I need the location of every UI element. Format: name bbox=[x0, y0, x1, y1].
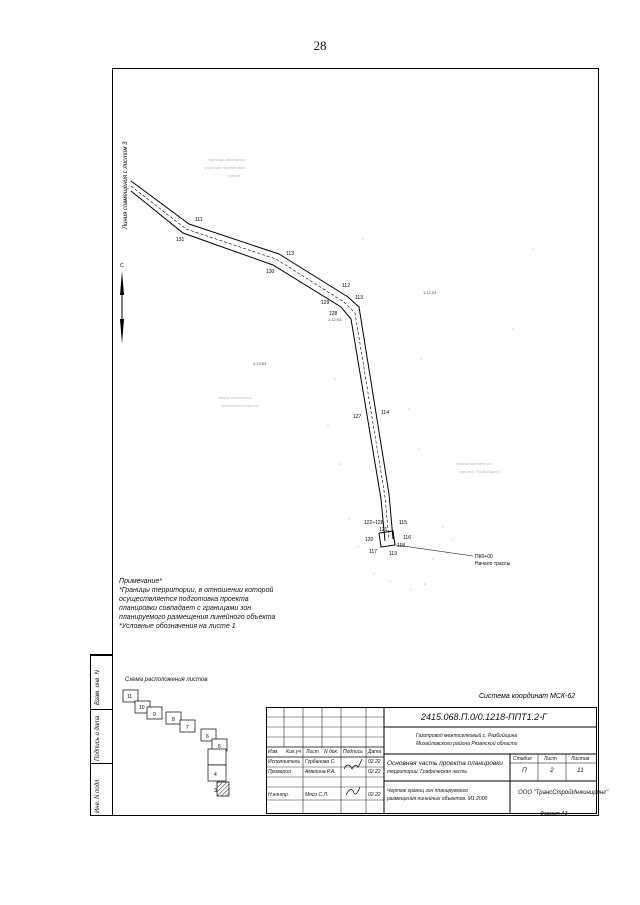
sheet-number: 3 bbox=[214, 788, 217, 794]
point-label: 130 bbox=[266, 269, 275, 275]
sheet-number: 11 bbox=[127, 694, 133, 700]
person-name: Мясо С.Л. bbox=[305, 792, 329, 798]
svg-text:С: С bbox=[120, 263, 124, 269]
sheet-header: Лист bbox=[544, 756, 557, 762]
strip-label: Инв. N подл. bbox=[95, 777, 101, 813]
section-subtitle: территории. Графическая часть bbox=[387, 769, 467, 775]
signature-1 bbox=[344, 759, 362, 769]
point-label: 112 bbox=[342, 283, 350, 289]
stage-header: Стадия bbox=[513, 756, 532, 762]
drawing-title: размещения линейных объектов. М1:2000 bbox=[387, 796, 488, 802]
section-title: Основная часть проекта планировки bbox=[387, 760, 503, 767]
object-line: Газопровод межпоселковый с. Разбойщина bbox=[416, 733, 518, 739]
header-kol: Кол.уч bbox=[286, 749, 301, 755]
point-label: 127 bbox=[353, 414, 362, 420]
svg-text:Границы земельных: Границы земельных bbox=[208, 157, 246, 162]
document-code: 2415.068.П.0/0.1218-ППТ1.2-Г bbox=[421, 712, 548, 722]
role-label: Проверил bbox=[268, 769, 291, 775]
strip-label: Подпись и дата bbox=[95, 715, 101, 761]
start-pk-label: ПК0+00 bbox=[475, 554, 493, 560]
page-number: 28 bbox=[313, 38, 327, 53]
point-label: 114 bbox=[381, 410, 389, 416]
drawing-title: Чертеж границ зон планируемого bbox=[387, 788, 468, 794]
sheet-layout-scheme bbox=[118, 687, 238, 802]
person-name: Амелина Р.А. bbox=[305, 769, 336, 775]
route-boundary-left bbox=[131, 181, 393, 539]
note-line: осуществляется подготовка проекта bbox=[119, 596, 249, 603]
point-label: 128 bbox=[329, 311, 338, 317]
parcel-code: 1:12:03 bbox=[423, 290, 437, 295]
sheets-total-value: 11 bbox=[577, 767, 584, 774]
sign-date: 02.22 bbox=[368, 769, 381, 775]
svg-text:пункта с. Разбойщина: пункта с. Разбойщина bbox=[459, 469, 500, 474]
notes-block bbox=[119, 577, 275, 631]
sheet-number: 5 bbox=[218, 744, 221, 750]
sheet-number: 9 bbox=[153, 712, 156, 718]
point-labels bbox=[176, 217, 411, 557]
point-label: 113 bbox=[286, 251, 294, 257]
sheet-value: 2 bbox=[550, 767, 554, 774]
person-name: Гурбанова С. bbox=[305, 759, 336, 765]
role-label: Исполнитель bbox=[268, 759, 301, 765]
sheet-number: 8 bbox=[172, 717, 175, 723]
sign-date: 02.22 bbox=[368, 759, 381, 765]
faint-background-labels bbox=[205, 157, 501, 474]
point-label: 118 bbox=[397, 543, 405, 549]
parcel-codes bbox=[253, 290, 437, 366]
point-label: 131 bbox=[176, 237, 185, 243]
sign-date: 02.22 bbox=[368, 792, 381, 798]
signature-2 bbox=[346, 787, 360, 795]
parcel-code: 1:12:03 bbox=[328, 317, 342, 322]
point-label: 116 bbox=[403, 535, 411, 541]
header-data: Дата bbox=[368, 749, 382, 755]
point-label: 120 bbox=[365, 537, 374, 543]
start-leader-line bbox=[396, 545, 473, 556]
svg-text:Земли сельскохоз: Земли сельскохоз bbox=[218, 395, 252, 400]
format-label: Формат А3 bbox=[540, 811, 568, 817]
svg-text:пункта: пункта bbox=[228, 173, 241, 178]
point-label: 129 bbox=[321, 300, 330, 306]
coordinate-system-label: Система координат МСК-62 bbox=[479, 693, 576, 700]
role-label: Н.контр. bbox=[268, 792, 290, 798]
header-izm: Изм. bbox=[268, 749, 279, 755]
title-block bbox=[266, 707, 609, 814]
notes-title: Примечание* bbox=[119, 578, 163, 585]
sheet-number: 4 bbox=[214, 772, 217, 778]
stage-value: П bbox=[522, 767, 527, 774]
sheet-number: 10 bbox=[139, 705, 145, 711]
point-label: 122÷126 bbox=[364, 520, 384, 526]
left-stamp-strip bbox=[90, 654, 113, 816]
parcel-code: 1:12:03 bbox=[253, 361, 267, 366]
svg-text:назначения участка: назначения участка bbox=[221, 403, 258, 408]
note-line: планировки совпадает с границами зон bbox=[119, 605, 252, 612]
note-line: планируемого размещения линейного объекта bbox=[119, 614, 276, 621]
svg-text:участков населённого: участков населённого bbox=[205, 165, 246, 170]
route-boundary-right bbox=[131, 191, 385, 541]
sheet-number: 6 bbox=[206, 734, 209, 740]
header-ndok: N док. bbox=[324, 749, 339, 755]
point-label: 117 bbox=[369, 549, 377, 555]
north-arrow-icon bbox=[120, 263, 124, 344]
object-line: Михайловского района Рязанской области bbox=[416, 741, 518, 747]
company-name: ООО "ТрансСтройИнжиниринг" bbox=[518, 790, 609, 796]
note-line: *Границы территории, в отношении которой bbox=[119, 587, 274, 594]
header-list: Лист bbox=[306, 749, 319, 755]
point-label: 113 bbox=[355, 295, 363, 301]
point-label: 119 bbox=[389, 551, 397, 557]
strip-label: Взам. инв. N bbox=[95, 670, 101, 705]
point-label: 121 bbox=[379, 527, 388, 533]
sheet-layout-title: Схема расположения листов bbox=[125, 677, 208, 683]
alignment-line-label: Линия совмещения с листом 3 bbox=[123, 141, 129, 229]
note-line: *Условные обозначения на листе 1 bbox=[119, 623, 236, 630]
header-podpis: Подпись bbox=[343, 749, 363, 755]
sheets-header: Листов bbox=[571, 756, 590, 762]
sheet-number: 7 bbox=[186, 725, 189, 731]
start-text-label: Начало трассы bbox=[475, 561, 511, 567]
point-label: 115 bbox=[399, 520, 407, 526]
svg-text:Земли населённого: Земли населённого bbox=[456, 461, 493, 466]
point-label: 111 bbox=[195, 217, 203, 223]
